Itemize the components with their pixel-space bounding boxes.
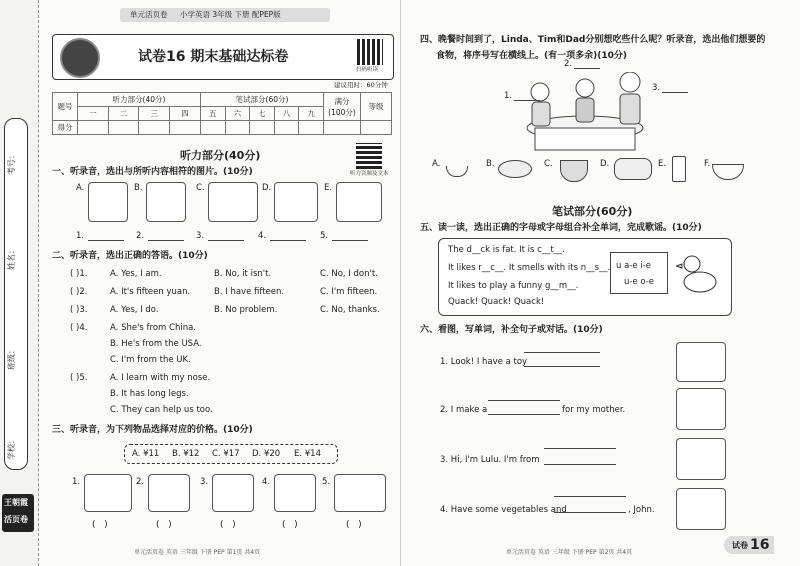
q1-answer-line-4[interactable] xyxy=(270,240,306,241)
q6-sentence-2a: 2. I make a xyxy=(440,405,488,415)
q4-label-3: 3. xyxy=(652,83,661,93)
name-label: 姓名： xyxy=(7,246,16,270)
q3-answer-3[interactable]: ( ) xyxy=(220,520,236,530)
q2-item-2-b: B. I have fifteen. xyxy=(214,287,285,297)
q1-blank-2: 2. xyxy=(136,231,145,241)
q2-item-3-a: A. Yes, I do. xyxy=(110,305,159,315)
writing-title: 笔试部分(60分) xyxy=(552,205,633,218)
qr-label: 扫码听读 xyxy=(356,67,379,73)
image-pencil-box xyxy=(84,474,132,512)
table-num: 一 xyxy=(78,107,109,121)
score-cell[interactable] xyxy=(78,121,109,135)
image-toy-car xyxy=(676,342,726,382)
price-a: A. ¥11 xyxy=(132,449,160,459)
q1-option-b: B. xyxy=(134,183,143,193)
q6-line-2b[interactable] xyxy=(488,414,560,415)
q2-item-3-b: B. No problem. xyxy=(214,305,278,315)
table-header-writing: 笔试部分(60分) xyxy=(200,93,323,107)
image-standing-boy xyxy=(146,182,186,222)
q4-answer-line-2[interactable] xyxy=(574,68,600,69)
q2-item-2-num[interactable]: ( )2. xyxy=(70,287,88,297)
q4-title: 四、晚餐时间到了，Linda、Tim和Dad分别想吃些什么呢？听录音，选出他们想要的 xyxy=(420,35,766,45)
q4-option-c: C. xyxy=(544,159,553,169)
q1-blank-3: 3. xyxy=(196,231,205,241)
q2-item-2-c: C. I'm fifteen. xyxy=(320,287,378,297)
score-cell[interactable] xyxy=(225,121,250,135)
q6-line-2a[interactable] xyxy=(488,400,560,401)
sidebar-logo-block xyxy=(2,494,34,532)
food-milk-icon xyxy=(672,156,686,182)
q2-item-1-a: A. Yes, I am. xyxy=(110,269,162,279)
q2-item-4-c: C. I'm from the UK. xyxy=(110,355,191,365)
q3-title: 三、听录音，为下列物品选择对应的价格。(10分) xyxy=(52,425,253,435)
price-d: D. ¥20 xyxy=(252,449,281,459)
image-abacus xyxy=(148,474,190,512)
q2-item-1-b: B. No, it isn't. xyxy=(214,269,272,279)
q4-answer-line-1[interactable] xyxy=(514,100,540,101)
q4-option-d: D. xyxy=(600,159,610,169)
grade-label: 小学英语 3年级 下册 配PEP版 xyxy=(180,10,281,19)
q6-line-4a[interactable] xyxy=(554,496,626,497)
family-dinner-illustration xyxy=(510,72,660,152)
q2-item-5-b: B. It has long legs. xyxy=(110,389,189,399)
q2-title: 二、听录音，选出正确的答语。(10分) xyxy=(52,251,208,261)
image-boat xyxy=(274,474,316,512)
time-note: 建议用时：60分钟 xyxy=(334,81,388,89)
image-country-scene xyxy=(676,438,726,480)
score-cell[interactable] xyxy=(200,121,225,135)
food-bread-icon xyxy=(614,158,652,180)
image-writing-boy xyxy=(88,182,128,222)
q6-line-3b[interactable] xyxy=(544,464,616,465)
price-e: E. ¥14 xyxy=(294,449,321,459)
letter-options-1: u a-e i-e xyxy=(616,261,651,271)
q2-item-3-num[interactable]: ( )3. xyxy=(70,305,88,315)
q2-item-5-num[interactable]: ( )5. xyxy=(70,373,88,383)
score-cell[interactable] xyxy=(139,121,170,135)
q1-option-a: A. xyxy=(76,183,85,193)
food-noodles-icon xyxy=(560,160,588,182)
q3-num-4: 4. xyxy=(262,477,271,487)
chant-line-4: Quack! Quack! Quack! xyxy=(448,297,545,307)
q6-line-1a[interactable] xyxy=(524,352,600,353)
image-fruits-bananas xyxy=(676,488,726,530)
q4-title-2: 食物，将序号写在横线上。(有一项多余)(10分) xyxy=(436,51,627,61)
score-cell[interactable] xyxy=(170,121,201,135)
q4-option-a: A. xyxy=(432,159,441,169)
class-label: 班级： xyxy=(7,346,16,370)
price-b: B. ¥12 xyxy=(172,449,200,459)
image-backpack xyxy=(212,474,254,512)
footer-right: 单元活页卷 英语 三年级 下册 PEP 第2页 共4页 xyxy=(506,549,633,556)
table-num: 七 xyxy=(250,107,275,121)
q6-sentence-2b: for my mother. xyxy=(562,405,626,415)
q1-answer-line-1[interactable] xyxy=(88,240,124,241)
q6-line-4b[interactable] xyxy=(554,512,626,513)
q6-sentence-3: 3. Hi, I'm Lulu. I'm from xyxy=(440,455,540,465)
score-cell[interactable] xyxy=(108,121,139,135)
table-header-full: 满分 (100分) xyxy=(324,93,361,121)
q2-item-2-a: A. It's fifteen yuan. xyxy=(110,287,191,297)
q4-answer-line-3[interactable] xyxy=(662,92,688,93)
q4-label-1: 1. xyxy=(504,91,513,101)
q3-answer-5[interactable]: ( ) xyxy=(346,520,362,530)
food-fish-icon xyxy=(498,160,532,178)
q3-num-1: 1. xyxy=(72,477,81,487)
q1-blank-5: 5. xyxy=(320,231,329,241)
image-crayons xyxy=(334,474,386,512)
q1-option-d: D. xyxy=(262,183,272,193)
q2-item-1-c: C. No, I don't. xyxy=(320,269,378,279)
q6-line-3a[interactable] xyxy=(544,448,616,449)
score-table xyxy=(52,92,392,135)
q1-answer-line-2[interactable] xyxy=(148,240,184,241)
school-label: 学校： xyxy=(7,436,16,460)
letter-options-2: u-e o-e xyxy=(624,277,655,287)
audio-qr xyxy=(356,143,382,169)
image-gift-box xyxy=(676,388,726,430)
q4-option-b: B. xyxy=(486,159,495,169)
book-text: 活页卷 xyxy=(4,515,28,524)
qr-code xyxy=(357,39,383,65)
score-cell[interactable] xyxy=(274,121,299,135)
table-num: 四 xyxy=(170,107,201,121)
table-score-label: 得分 xyxy=(53,121,78,135)
q4-option-f: F. xyxy=(704,159,711,169)
q1-blank-4: 4. xyxy=(258,231,267,241)
q6-line-1b[interactable] xyxy=(524,366,600,367)
chant-line-3: It likes to play a funny g__m__. xyxy=(448,281,579,291)
title-text: 试卷16 期末基础达标卷 xyxy=(138,49,289,65)
food-rice-icon xyxy=(446,166,468,177)
q2-item-1-num[interactable]: ( )1. xyxy=(70,269,88,279)
q2-item-5-c: C. They can help us too. xyxy=(110,405,213,415)
q1-answer-line-5[interactable] xyxy=(332,240,368,241)
q1-title: 一、听录音，选出与所听内容相符的图片。(10分) xyxy=(52,167,253,177)
q3-num-5: 5. xyxy=(322,477,331,487)
q3-answer-1[interactable]: ( ) xyxy=(92,520,108,530)
table-num: 八 xyxy=(274,107,299,121)
q3-answer-2[interactable]: ( ) xyxy=(156,520,172,530)
page-fold xyxy=(400,0,401,566)
chant-line-1: The d__ck is fat. It is c__t__. xyxy=(448,245,565,255)
table-header-qno: 题号 xyxy=(53,93,78,121)
listening-title: 听力部分(40分) xyxy=(180,149,261,162)
image-fruits xyxy=(208,182,258,222)
table-num: 三 xyxy=(139,107,170,121)
q1-option-c: C. xyxy=(196,183,205,193)
q2-item-4-a: A. She's from China. xyxy=(110,323,197,333)
q6-sentence-4a: 4. Have some vegetables and xyxy=(440,505,567,515)
q1-answer-line-3[interactable] xyxy=(208,240,244,241)
image-bookshelf xyxy=(336,182,382,222)
table-header-listening: 听力部分(40分) xyxy=(78,93,201,107)
logo-text: 王朝霞 xyxy=(4,498,28,507)
score-cell[interactable] xyxy=(324,121,361,135)
score-cell[interactable] xyxy=(299,121,324,135)
q2-item-4-b: B. He's from the USA. xyxy=(110,339,202,349)
q6-sentence-4b: , John. xyxy=(628,505,655,515)
q2-item-3-c: C. No, thanks. xyxy=(320,305,380,315)
score-cell[interactable] xyxy=(250,121,275,135)
table-num: 九 xyxy=(299,107,324,121)
brand-label: 单元活页卷 xyxy=(130,10,168,19)
q6-sentence-1: 1. Look! I have a toy xyxy=(440,357,528,367)
page-tag-number: 16 xyxy=(750,537,770,553)
school-seal xyxy=(60,38,100,78)
duck-icon xyxy=(676,250,720,296)
table-num: 五 xyxy=(200,107,225,121)
q2-item-4-num[interactable]: ( )4. xyxy=(70,323,88,333)
dinner-table-image xyxy=(510,72,660,152)
q4-label-2: 2. xyxy=(564,59,573,69)
exam-no-label: 考号： xyxy=(7,151,16,175)
q4-option-e: E. xyxy=(658,159,667,169)
duck-image xyxy=(676,250,720,296)
audio-note: 听力音频及文本 xyxy=(350,171,389,177)
price-c: C. ¥17 xyxy=(212,449,240,459)
score-cell[interactable] xyxy=(361,121,392,135)
table-header-level: 等级 xyxy=(361,93,392,121)
chant-line-2: It likes r__c__. It smells with its n__s__. xyxy=(448,263,611,273)
q1-option-e: E. xyxy=(324,183,333,193)
table-num: 二 xyxy=(108,107,139,121)
q2-item-5-a: A. I learn with my nose. xyxy=(110,373,211,383)
q1-blank-1: 1. xyxy=(76,231,85,241)
footer-left: 单元活页卷 英语 三年级 下册 PEP 第1页 共4页 xyxy=(134,549,261,556)
letter-box xyxy=(610,252,668,294)
q6-title: 六、看图，写单词，补全句子或对话。(10分) xyxy=(420,325,603,335)
q3-num-3: 3. xyxy=(200,477,209,487)
food-soup-icon xyxy=(712,164,744,180)
table-num: 六 xyxy=(225,107,250,121)
page-tag-label: 试卷 xyxy=(732,541,748,550)
q3-num-2: 2. xyxy=(136,477,145,487)
image-reading-boy xyxy=(274,182,318,222)
q3-answer-4[interactable]: ( ) xyxy=(282,520,298,530)
q5-title: 五、读一读，选出正确的字母或字母组合补全单词，完成歌谣。(10分) xyxy=(420,223,702,233)
